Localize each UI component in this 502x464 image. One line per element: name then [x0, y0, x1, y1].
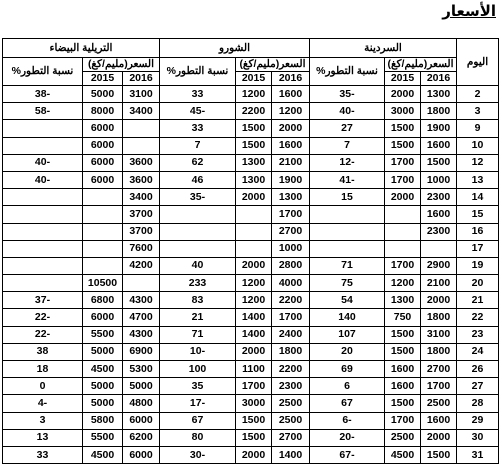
table-row: [3, 446, 499, 463]
sardine-2016-cell: 1900: [421, 120, 457, 137]
sardine-2016-cell: 1700: [421, 378, 457, 395]
year-2016-header: 2016: [272, 72, 310, 86]
shouro-change-cell: 21: [160, 309, 236, 326]
sardine-2015-cell: 1600: [385, 361, 421, 378]
sardine-2015-cell: 1700: [385, 154, 421, 171]
sardine-2016-cell: 2900: [421, 257, 457, 274]
trilia-2016-cell: 4200: [123, 257, 160, 274]
shouro-2016-cell: 1200: [272, 103, 310, 120]
trilia-change-cell: -22: [3, 326, 83, 343]
sardine-2015-cell: [385, 206, 421, 223]
shouro-change-cell: -17: [160, 395, 236, 412]
shouro-change-cell: 100: [160, 361, 236, 378]
trilia-2016-cell: 3700: [123, 223, 160, 240]
sardine-2015-cell: 1500: [385, 137, 421, 154]
trilia-change-cell: -22: [3, 309, 83, 326]
shouro-2015-cell: 1500: [236, 429, 272, 446]
trilia-2015-cell: 5000: [83, 86, 123, 103]
sardine-2016-cell: 1800: [421, 103, 457, 120]
table-row: [3, 223, 499, 240]
sardine-change-cell: 54: [310, 292, 385, 309]
shouro-change-cell: [160, 223, 236, 240]
table-row: [3, 412, 499, 429]
white-trilia-header: التريلية البيضاء: [3, 39, 160, 58]
shouro-change-cell: 71: [160, 326, 236, 343]
shouro-2015-cell: 1400: [236, 326, 272, 343]
table-row: [3, 137, 499, 154]
shouro-2016-cell: 1600: [272, 86, 310, 103]
shouro-2015-cell: 1200: [236, 275, 272, 292]
trilia-2016-cell: 4300: [123, 326, 160, 343]
sardine-2015-cell: 1700: [385, 171, 421, 188]
shouro-2016-cell: 2500: [272, 412, 310, 429]
table-row: [3, 309, 499, 326]
sardine-change-cell: [310, 223, 385, 240]
table-row: [3, 120, 499, 137]
shouro-change-cell: 40: [160, 257, 236, 274]
sardine-2016-cell: 2700: [421, 361, 457, 378]
trilia-2015-cell: [83, 240, 123, 257]
day-cell: 12: [457, 154, 499, 171]
price-header: السعر(مليم/كغ): [385, 58, 457, 72]
sardine-2016-cell: 2000: [421, 292, 457, 309]
trilia-change-cell: [3, 240, 83, 257]
trilia-2016-cell: 5300: [123, 361, 160, 378]
trilia-2015-cell: 6000: [83, 120, 123, 137]
sardine-2015-cell: 2000: [385, 86, 421, 103]
sardine-2015-cell: 1700: [385, 257, 421, 274]
shouro-2015-cell: [236, 206, 272, 223]
shouro-2015-cell: 1700: [236, 378, 272, 395]
trilia-change-cell: -40: [3, 171, 83, 188]
sardine-2015-cell: [385, 240, 421, 257]
trilia-2016-cell: 6200: [123, 429, 160, 446]
trilia-change-cell: -38: [3, 86, 83, 103]
day-cell: 9: [457, 120, 499, 137]
sardine-change-cell: 7: [310, 137, 385, 154]
shouro-2016-cell: 2500: [272, 395, 310, 412]
change-header: نسبة التطور%: [3, 58, 83, 86]
shouro-2016-cell: 1700: [272, 206, 310, 223]
sardine-2015-cell: 3000: [385, 103, 421, 120]
trilia-2015-cell: 4500: [83, 361, 123, 378]
shouro-change-cell: 7: [160, 137, 236, 154]
table-row: [3, 429, 499, 446]
sardine-2015-cell: 1200: [385, 275, 421, 292]
trilia-2016-cell: 3400: [123, 189, 160, 206]
sardine-2016-cell: 2100: [421, 275, 457, 292]
sardine-2016-cell: 1600: [421, 137, 457, 154]
shouro-change-cell: 46: [160, 171, 236, 188]
shouro-2016-cell: 1900: [272, 171, 310, 188]
shouro-2016-cell: 2800: [272, 257, 310, 274]
page-title: الأسعار: [442, 2, 496, 20]
trilia-change-cell: [3, 257, 83, 274]
table-row: [3, 189, 499, 206]
shouro-header: الشورو: [160, 39, 310, 58]
shouro-2015-cell: 2200: [236, 103, 272, 120]
shouro-2015-cell: 1500: [236, 412, 272, 429]
trilia-change-cell: -37: [3, 292, 83, 309]
sardine-2016-cell: 2300: [421, 189, 457, 206]
trilia-2016-cell: [123, 275, 160, 292]
day-cell: 22: [457, 309, 499, 326]
trilia-2016-cell: [123, 137, 160, 154]
shouro-2016-cell: 2400: [272, 326, 310, 343]
shouro-2015-cell: 1500: [236, 120, 272, 137]
year-2015-header: 2015: [83, 72, 123, 86]
trilia-2016-cell: 7600: [123, 240, 160, 257]
day-cell: 29: [457, 412, 499, 429]
table-row: [3, 292, 499, 309]
shouro-2016-cell: 2200: [272, 292, 310, 309]
table-row: [3, 103, 499, 120]
shouro-2016-cell: 2100: [272, 154, 310, 171]
trilia-change-cell: 3: [3, 412, 83, 429]
table-row: [3, 326, 499, 343]
shouro-change-cell: 33: [160, 86, 236, 103]
shouro-2015-cell: 1200: [236, 292, 272, 309]
shouro-2016-cell: 4000: [272, 275, 310, 292]
price-header: السعر(مليم/كغ): [83, 58, 160, 72]
price-header: السعر(مليم/كغ): [236, 58, 310, 72]
sardine-2016-cell: 1500: [421, 154, 457, 171]
trilia-2015-cell: 5000: [83, 378, 123, 395]
sardine-change-cell: 69: [310, 361, 385, 378]
table-body: [3, 86, 499, 464]
table-row: [3, 206, 499, 223]
shouro-2016-cell: 2000: [272, 120, 310, 137]
sardine-2016-cell: 2000: [421, 429, 457, 446]
sardine-change-cell: -67: [310, 446, 385, 463]
year-2016-header: 2016: [421, 72, 457, 86]
sardine-2016-cell: 1500: [421, 446, 457, 463]
trilia-2015-cell: [83, 206, 123, 223]
year-2015-header: 2015: [385, 72, 421, 86]
trilia-change-cell: [3, 120, 83, 137]
shouro-2016-cell: 2300: [272, 378, 310, 395]
shouro-2016-cell: 2700: [272, 429, 310, 446]
shouro-change-cell: -45: [160, 103, 236, 120]
trilia-2015-cell: 5000: [83, 395, 123, 412]
shouro-change-cell: [160, 240, 236, 257]
shouro-2015-cell: 2000: [236, 189, 272, 206]
year-2015-header: 2015: [236, 72, 272, 86]
shouro-change-cell: 33: [160, 120, 236, 137]
sardine-change-cell: 75: [310, 275, 385, 292]
day-cell: 14: [457, 189, 499, 206]
sardine-change-cell: 107: [310, 326, 385, 343]
trilia-change-cell: 18: [3, 361, 83, 378]
shouro-change-cell: [160, 206, 236, 223]
shouro-change-cell: 233: [160, 275, 236, 292]
trilia-2016-cell: 4300: [123, 292, 160, 309]
sardine-2016-cell: 1800: [421, 309, 457, 326]
shouro-2015-cell: 1300: [236, 171, 272, 188]
day-cell: 30: [457, 429, 499, 446]
day-cell: 28: [457, 395, 499, 412]
trilia-change-cell: -58: [3, 103, 83, 120]
sardine-2015-cell: 1600: [385, 378, 421, 395]
day-cell: 31: [457, 446, 499, 463]
sardine-2015-cell: 1500: [385, 120, 421, 137]
trilia-change-cell: [3, 223, 83, 240]
trilia-2015-cell: 6000: [83, 137, 123, 154]
sardine-2016-cell: [421, 240, 457, 257]
day-cell: 13: [457, 171, 499, 188]
shouro-change-cell: -10: [160, 343, 236, 360]
trilia-2016-cell: 4700: [123, 309, 160, 326]
sardine-2015-cell: 4500: [385, 446, 421, 463]
table-row: [3, 395, 499, 412]
prices-table: [2, 38, 499, 464]
sardine-change-cell: 140: [310, 309, 385, 326]
shouro-2015-cell: 1100: [236, 361, 272, 378]
sardine-header: السردينة: [310, 39, 457, 58]
sardine-2015-cell: 1500: [385, 395, 421, 412]
day-cell: 16: [457, 223, 499, 240]
sardine-change-cell: 20: [310, 343, 385, 360]
shouro-2016-cell: 2700: [272, 223, 310, 240]
sardine-2016-cell: 3100: [421, 326, 457, 343]
year-2016-header: 2016: [123, 72, 160, 86]
trilia-change-cell: [3, 206, 83, 223]
change-header: نسبة التطور%: [160, 58, 236, 86]
sardine-2016-cell: 1000: [421, 171, 457, 188]
sardine-2016-cell: 1300: [421, 86, 457, 103]
sardine-2015-cell: [385, 223, 421, 240]
day-cell: 23: [457, 326, 499, 343]
trilia-change-cell: 13: [3, 429, 83, 446]
shouro-change-cell: -30: [160, 446, 236, 463]
trilia-change-cell: 0: [3, 378, 83, 395]
day-header: اليوم: [457, 39, 499, 86]
day-cell: 27: [457, 378, 499, 395]
sardine-change-cell: 71: [310, 257, 385, 274]
trilia-change-cell: -40: [3, 154, 83, 171]
sardine-2015-cell: 750: [385, 309, 421, 326]
shouro-2015-cell: 1500: [236, 137, 272, 154]
shouro-2015-cell: 3000: [236, 395, 272, 412]
table-row: [3, 240, 499, 257]
day-cell: 21: [457, 292, 499, 309]
sardine-change-cell: [310, 206, 385, 223]
shouro-2016-cell: 1600: [272, 137, 310, 154]
trilia-2016-cell: [123, 120, 160, 137]
shouro-2015-cell: 2000: [236, 343, 272, 360]
sardine-change-cell: 15: [310, 189, 385, 206]
trilia-2016-cell: 3700: [123, 206, 160, 223]
shouro-change-cell: 80: [160, 429, 236, 446]
shouro-change-cell: -35: [160, 189, 236, 206]
sardine-2016-cell: 2300: [421, 223, 457, 240]
shouro-change-cell: 35: [160, 378, 236, 395]
shouro-2015-cell: [236, 240, 272, 257]
trilia-2016-cell: 3400: [123, 103, 160, 120]
table-row: [3, 154, 499, 171]
sardine-change-cell: [310, 240, 385, 257]
table-row: [3, 275, 499, 292]
sardine-2015-cell: 1300: [385, 292, 421, 309]
day-cell: 19: [457, 257, 499, 274]
trilia-2015-cell: 5800: [83, 412, 123, 429]
trilia-2015-cell: 6800: [83, 292, 123, 309]
shouro-2016-cell: 1000: [272, 240, 310, 257]
trilia-2015-cell: 5500: [83, 326, 123, 343]
trilia-2015-cell: 10500: [83, 275, 123, 292]
table-row: [3, 257, 499, 274]
shouro-change-cell: 62: [160, 154, 236, 171]
trilia-2016-cell: 4800: [123, 395, 160, 412]
shouro-2015-cell: 2000: [236, 446, 272, 463]
trilia-change-cell: 33: [3, 446, 83, 463]
shouro-2016-cell: 1300: [272, 189, 310, 206]
trilia-change-cell: 38: [3, 343, 83, 360]
trilia-2016-cell: 6900: [123, 343, 160, 360]
table-row: [3, 86, 499, 103]
sardine-2015-cell: 2500: [385, 429, 421, 446]
sardine-change-cell: -6: [310, 412, 385, 429]
trilia-2015-cell: [83, 189, 123, 206]
sardine-change-cell: 27: [310, 120, 385, 137]
sardine-2016-cell: 1600: [421, 206, 457, 223]
trilia-change-cell: [3, 137, 83, 154]
trilia-2015-cell: 6000: [83, 309, 123, 326]
shouro-2016-cell: 1800: [272, 343, 310, 360]
shouro-2016-cell: 1700: [272, 309, 310, 326]
day-cell: 3: [457, 103, 499, 120]
sardine-2015-cell: 1500: [385, 326, 421, 343]
day-cell: 17: [457, 240, 499, 257]
sardine-change-cell: -35: [310, 86, 385, 103]
trilia-2016-cell: 6000: [123, 446, 160, 463]
change-header: نسبة التطور%: [310, 58, 385, 86]
shouro-2015-cell: 1400: [236, 309, 272, 326]
trilia-2015-cell: 6000: [83, 171, 123, 188]
trilia-2016-cell: 5000: [123, 378, 160, 395]
trilia-2015-cell: 8000: [83, 103, 123, 120]
trilia-2016-cell: 3600: [123, 171, 160, 188]
trilia-2016-cell: 3600: [123, 154, 160, 171]
table-row: [3, 171, 499, 188]
shouro-change-cell: 83: [160, 292, 236, 309]
day-cell: 24: [457, 343, 499, 360]
sardine-change-cell: -12: [310, 154, 385, 171]
shouro-2015-cell: 1300: [236, 154, 272, 171]
trilia-2015-cell: 5500: [83, 429, 123, 446]
day-cell: 20: [457, 275, 499, 292]
trilia-2016-cell: 6000: [123, 412, 160, 429]
trilia-2015-cell: 6000: [83, 154, 123, 171]
shouro-2016-cell: 2200: [272, 361, 310, 378]
day-cell: 15: [457, 206, 499, 223]
shouro-2015-cell: 1200: [236, 86, 272, 103]
sardine-change-cell: -40: [310, 103, 385, 120]
trilia-2015-cell: 4500: [83, 446, 123, 463]
sardine-change-cell: 6: [310, 378, 385, 395]
sardine-2016-cell: 2500: [421, 395, 457, 412]
day-cell: 2: [457, 86, 499, 103]
day-cell: 10: [457, 137, 499, 154]
sardine-2016-cell: 1600: [421, 412, 457, 429]
sardine-2015-cell: 1700: [385, 412, 421, 429]
table-row: [3, 361, 499, 378]
sardine-2015-cell: 1500: [385, 343, 421, 360]
trilia-2016-cell: 3100: [123, 86, 160, 103]
sardine-change-cell: -20: [310, 429, 385, 446]
sardine-change-cell: -41: [310, 171, 385, 188]
table-row: [3, 378, 499, 395]
trilia-change-cell: [3, 189, 83, 206]
shouro-2015-cell: 2000: [236, 257, 272, 274]
shouro-change-cell: 67: [160, 412, 236, 429]
trilia-2015-cell: 5000: [83, 343, 123, 360]
trilia-2015-cell: [83, 257, 123, 274]
sardine-2016-cell: 1800: [421, 343, 457, 360]
sardine-change-cell: 67: [310, 395, 385, 412]
trilia-2015-cell: [83, 223, 123, 240]
table-row: [3, 343, 499, 360]
trilia-change-cell: [3, 275, 83, 292]
shouro-2016-cell: 1400: [272, 446, 310, 463]
shouro-2015-cell: [236, 223, 272, 240]
trilia-change-cell: -4: [3, 395, 83, 412]
sardine-2015-cell: 2000: [385, 189, 421, 206]
day-cell: 26: [457, 361, 499, 378]
